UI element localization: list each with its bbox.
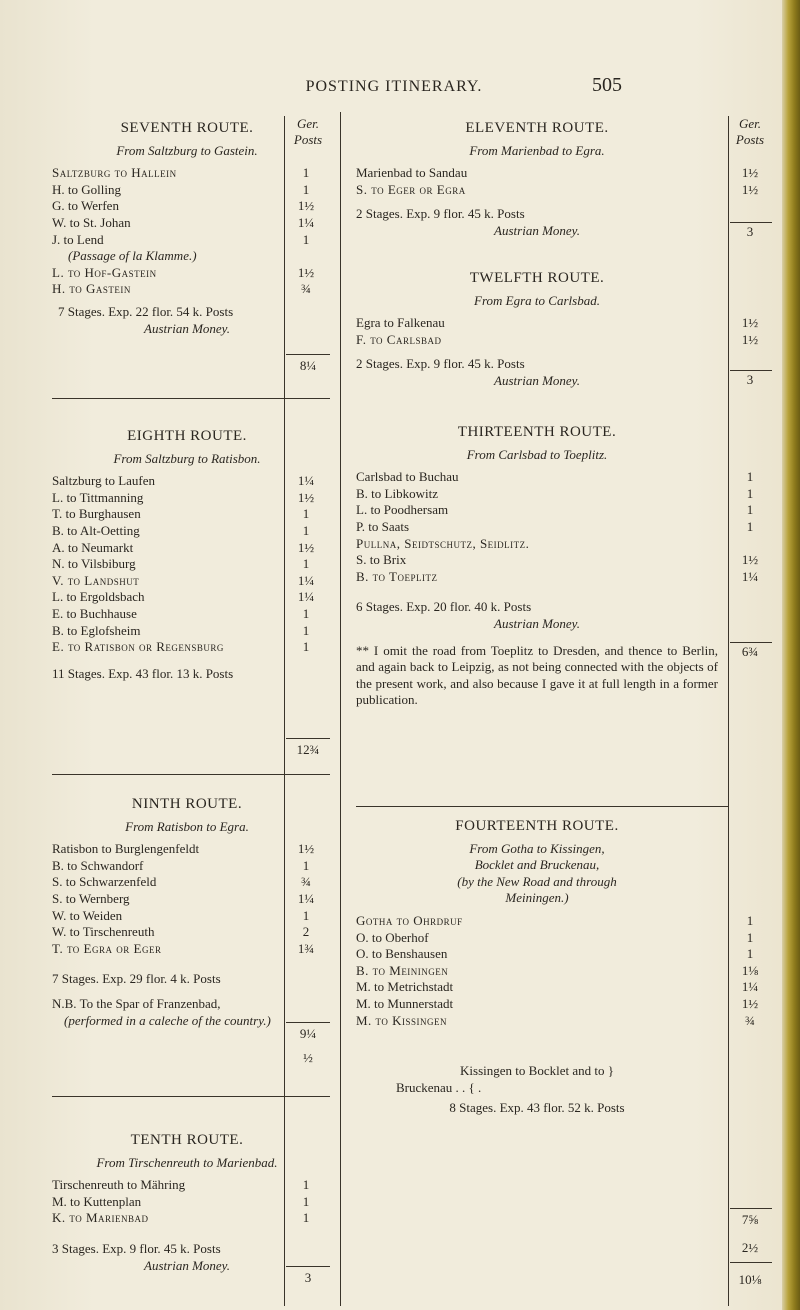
eighth-route [52, 428, 322, 682]
stage-row [356, 912, 754, 930]
stage-posts: 1 [746, 912, 754, 928]
right-posts-header: Ger. Posts [735, 116, 765, 147]
stage-posts: 1¼ [741, 568, 759, 584]
stage-row [52, 540, 322, 557]
stage-row [52, 908, 322, 925]
stage-label: L. to Tittmanning [52, 489, 144, 505]
stage-row [356, 469, 754, 486]
route-total: 12¾ [296, 742, 320, 757]
stage-label: (Passage of la Klamme.) [68, 248, 197, 264]
stage-posts: 2 [302, 924, 310, 940]
stage-row [52, 874, 322, 891]
route-divider [356, 806, 728, 807]
route-subtitle-2: Bocklet and Bruckenau, [474, 857, 600, 873]
stage-posts: 1½ [741, 181, 759, 197]
route-subtitle-4: Meiningen.) [505, 890, 569, 906]
route-subtitle-3: (by the New Road and through [457, 873, 617, 889]
stage-row [52, 924, 322, 941]
route-total: 3 [746, 372, 754, 387]
route-summary: 11 Stages. Exp. 43 flor. 13 k. Posts [52, 665, 234, 681]
posts-divider [286, 738, 330, 739]
stage-row [52, 473, 322, 490]
stage-posts: 1¼ [297, 214, 315, 230]
route-subtitle-1: From Gotha to Kissingen, [469, 840, 605, 856]
stage-posts: 1 [302, 1177, 310, 1193]
route-title: TWELFTH ROUTE. [469, 270, 605, 286]
stage-row [356, 929, 754, 947]
route-subtitle: From Marienbad to Egra. [469, 142, 605, 158]
stage-posts: 1 [302, 907, 310, 923]
stage-row [52, 182, 322, 199]
posts-divider [730, 1208, 772, 1209]
stage-posts: 1½ [741, 331, 759, 347]
stage-label: W. to Weiden [52, 907, 123, 923]
stage-posts: 1 [746, 469, 754, 485]
stage-label: L. to Ergoldsbach [52, 589, 145, 605]
stage-row [52, 198, 322, 215]
stage-row [52, 858, 322, 875]
route-divider [52, 1096, 330, 1097]
extra-line-1: Kissingen to Bocklet and to } [460, 1063, 614, 1079]
stage-label: E. to Buchhause [52, 605, 137, 621]
stage-label: S. to Eger or Egra [356, 181, 466, 197]
route-subtitle: From Carlsbad to Toeplitz. [466, 446, 608, 462]
stage-row [52, 1210, 322, 1227]
nb-note-italic: (performed in a caleche of the country.) [64, 1012, 271, 1028]
route-title: EIGHTH ROUTE. [127, 428, 247, 444]
stage-row [52, 891, 322, 908]
stage-label: F. to Carlsbad [356, 331, 442, 347]
stage-label: O. to Benshausen [356, 946, 448, 962]
route-total: 10⅛ [738, 1272, 762, 1287]
nb-note: N.B. To the Spar of Franzenbad, [52, 995, 221, 1011]
route-currency: Austrian Money. [494, 372, 580, 388]
stage-label: T. to Egra or Eger [52, 940, 162, 956]
stage-posts: 1 [746, 929, 754, 945]
twelfth-route [356, 270, 759, 390]
stage-row [356, 552, 759, 569]
route-currency: Austrian Money. [494, 615, 580, 631]
stage-row [356, 518, 754, 536]
posts-divider [286, 1022, 330, 1023]
posts-divider [730, 1262, 772, 1263]
route-title: FOURTEENTH ROUTE. [455, 818, 619, 834]
stage-posts: 1 [302, 857, 310, 873]
stage-label: J. to Lend [52, 231, 104, 247]
posts-divider [730, 222, 772, 223]
route-currency: Austrian Money. [144, 1257, 230, 1273]
stage-posts: 1⅛ [741, 962, 759, 978]
stage-row [356, 485, 754, 503]
stage-label: K. to Marienbad [52, 1210, 149, 1226]
stage-posts: 1½ [297, 539, 315, 555]
stage-label: B. to Libkowitz [356, 485, 438, 501]
stage-posts: 1¼ [741, 979, 759, 995]
stage-label: G. to Werfen [52, 198, 119, 214]
right-posts-rule [728, 116, 729, 1306]
extra-value: 2½ [741, 1240, 759, 1255]
stage-label: M. to Kuttenplan [52, 1193, 142, 1209]
stage-row [356, 536, 718, 553]
posts-divider [730, 642, 772, 643]
stage-posts: 1 [302, 1210, 310, 1226]
stage-row [52, 490, 322, 507]
stage-label: Egra to Falkenau [356, 315, 445, 331]
stage-posts: 1 [746, 502, 754, 518]
route-title: NINTH ROUTE. [131, 796, 243, 812]
stage-label: Saltzburg to Laufen [52, 473, 156, 489]
stage-posts: 1 [302, 622, 310, 638]
stage-posts: ¾ [301, 281, 311, 297]
stage-row [52, 941, 322, 958]
stage-posts: 1 [302, 1193, 310, 1209]
stage-row [356, 979, 759, 996]
stage-row [52, 1177, 322, 1194]
route-subtitle: From Egra to Carlsbad. [474, 292, 600, 308]
route-subtitle: From Ratisbon to Egra. [125, 818, 249, 834]
subtotal: 7⅝ [741, 1212, 759, 1227]
stage-row [52, 248, 322, 265]
posts-divider [286, 1266, 330, 1267]
stage-posts: 1½ [741, 552, 759, 568]
route-summary: 3 Stages. Exp. 9 flor. 45 k. Posts [52, 1240, 221, 1256]
stage-row [52, 215, 322, 232]
stage-posts: 1 [746, 485, 754, 501]
stage-label: B. to Meiningen [356, 962, 449, 978]
route-summary: 7 Stages. Exp. 22 flor. 54 k. Posts [58, 303, 234, 319]
stage-label: Pullna, Seidtschutz, Seidlitz. [356, 535, 530, 551]
left-posts-header: Ger. Posts [293, 116, 323, 147]
stage-label: M. to Metrichstadt [356, 979, 454, 995]
stage-label: L. to Poodhersam [356, 502, 449, 518]
stage-row [52, 841, 322, 858]
stage-row [356, 331, 759, 349]
nb-value: ½ [303, 1050, 313, 1065]
route-summary: 8 Stages. Exp. 43 flor. 52 k. Posts [449, 1100, 625, 1116]
stage-row [52, 589, 322, 606]
ninth-route [52, 796, 322, 1029]
stage-row [52, 606, 322, 623]
route-title: ELEVENTH ROUTE. [465, 120, 609, 136]
stage-label: B. to Schwandorf [52, 857, 144, 873]
stage-row [356, 165, 759, 182]
stage-posts: 1½ [297, 198, 315, 214]
stage-label: S. to Wernberg [52, 890, 130, 906]
fourteenth-route [356, 818, 759, 1117]
route-currency: Austrian Money. [494, 222, 580, 238]
stage-label: Carlsbad to Buchau [356, 469, 459, 485]
posts-divider [730, 370, 772, 371]
stage-row [52, 639, 322, 656]
stage-label: Ratisbon to Burglengenfeldt [52, 841, 200, 857]
stage-label: W. to Tirschenreuth [52, 924, 155, 940]
stage-label: L. to Hof-Gastein [52, 264, 157, 280]
route-summary: 7 Stages. Exp. 29 flor. 4 k. Posts [52, 971, 221, 987]
route-subtitle: From Tirschenreuth to Marienbad. [96, 1154, 278, 1170]
route-title: THIRTEENTH ROUTE. [457, 424, 617, 440]
stage-posts: 1½ [741, 315, 759, 331]
stage-posts: 1¼ [297, 890, 315, 906]
stage-label: A. to Neumarkt [52, 539, 134, 555]
stage-label: M. to Kissingen [356, 1012, 448, 1028]
stage-posts: 1 [302, 181, 310, 197]
route-divider [52, 398, 330, 399]
route-title: TENTH ROUTE. [130, 1132, 244, 1148]
stage-posts: ¾ [301, 874, 311, 890]
stage-posts: 1½ [297, 264, 315, 280]
stage-label: V. to Landshut [52, 572, 140, 588]
route-divider [52, 774, 330, 775]
stage-row [356, 502, 754, 519]
route-total: 3 [304, 1270, 312, 1285]
stage-label: H. to Golling [52, 181, 121, 197]
route-summary: 6 Stages. Exp. 20 flor. 40 k. Posts [356, 599, 532, 615]
seventh-route [52, 120, 322, 337]
route-subtitle: From Saltzburg to Ratisbon. [113, 450, 261, 466]
stage-label: W. to St. Johan [52, 214, 131, 230]
stage-label: Saltzburg to Hallein [52, 165, 177, 181]
route-currency: Austrian Money. [144, 320, 230, 336]
stage-label: B. to Alt-Oetting [52, 522, 140, 538]
running-title: POSTING ITINERARY. [305, 78, 483, 95]
book-spine [782, 0, 800, 1310]
route-title: SEVENTH ROUTE. [120, 120, 254, 136]
stage-posts: 1¼ [297, 572, 315, 588]
stage-label: N. to Vilsbiburg [52, 556, 136, 572]
stage-label: P. to Saats [356, 518, 410, 534]
stage-row [52, 506, 322, 523]
stage-row [52, 265, 322, 282]
stage-row [52, 556, 322, 573]
tenth-route [52, 1132, 322, 1274]
stage-label: M. to Munnerstadt [356, 995, 454, 1011]
stage-posts: 1 [302, 506, 310, 522]
route-total: 6¾ [741, 644, 759, 659]
route-summary: 2 Stages. Exp. 9 flor. 45 k. Posts [356, 206, 525, 222]
stage-label: Tirschenreuth to Mähring [52, 1177, 186, 1193]
stage-row [52, 165, 322, 182]
stage-label: E. to Ratisbon or Regensburg [52, 639, 224, 655]
route-summary: 2 Stages. Exp. 9 flor. 45 k. Posts [356, 356, 525, 372]
page-number: 505 [592, 74, 622, 96]
route-total: 9¼ [299, 1026, 317, 1041]
route-total: 8¼ [299, 358, 317, 373]
stage-row [356, 946, 754, 963]
stage-posts: 1½ [297, 841, 315, 857]
stage-posts: 1½ [741, 995, 759, 1011]
route-total: 3 [746, 224, 754, 239]
stage-label: B. to Toeplitz [356, 568, 438, 584]
stage-label: S. to Brix [356, 552, 407, 568]
stage-label: B. to Eglofsheim [52, 622, 141, 638]
stage-posts: 1 [746, 518, 754, 534]
stage-row [356, 315, 759, 332]
stage-posts: 1¼ [297, 473, 315, 489]
stage-posts: 1 [746, 946, 754, 962]
stage-posts: ¾ [745, 1012, 755, 1028]
route-subtitle: From Saltzburg to Gastein. [116, 142, 258, 158]
stage-row [52, 281, 322, 298]
stage-posts: 1½ [297, 489, 315, 505]
stage-row [52, 523, 322, 540]
stage-posts: 1 [302, 165, 310, 181]
stage-row [356, 181, 759, 199]
footnote: ** I omit the road from Toeplitz to Dresden, and thence to Berlin, and again back to Leipzig, as not being connected with the objects of the present work, and also because I gave it at full length in a former publication. [356, 642, 718, 708]
stage-label: Gotha to Ohrdruf [356, 912, 463, 928]
stage-label: T. to Burghausen [52, 506, 141, 522]
stage-row [52, 232, 322, 249]
stage-posts: 1 [302, 522, 310, 538]
stage-posts: 1 [302, 605, 310, 621]
stage-label: S. to Schwarzenfeld [52, 874, 157, 890]
stage-label: O. to Oberhof [356, 929, 429, 945]
stage-posts: 1¼ [297, 589, 315, 605]
stage-row [356, 1012, 755, 1030]
stage-label: H. to Gastein [52, 281, 131, 297]
stage-row [356, 962, 759, 980]
posts-divider [286, 354, 330, 355]
stage-posts: 1 [302, 639, 310, 655]
extra-line-2: Bruckenau . . { . [396, 1079, 482, 1095]
stage-posts: 1¾ [297, 940, 315, 956]
stage-label: Marienbad to Sandau [356, 165, 468, 181]
stage-posts: 1½ [741, 165, 759, 181]
stage-row [356, 568, 759, 586]
stage-posts: 1 [302, 231, 310, 247]
column-separator [340, 112, 341, 1306]
stage-row [52, 623, 322, 640]
stage-row [356, 995, 759, 1013]
stage-row [52, 573, 322, 590]
stage-row [52, 1194, 322, 1211]
stage-posts: 1 [302, 556, 310, 572]
